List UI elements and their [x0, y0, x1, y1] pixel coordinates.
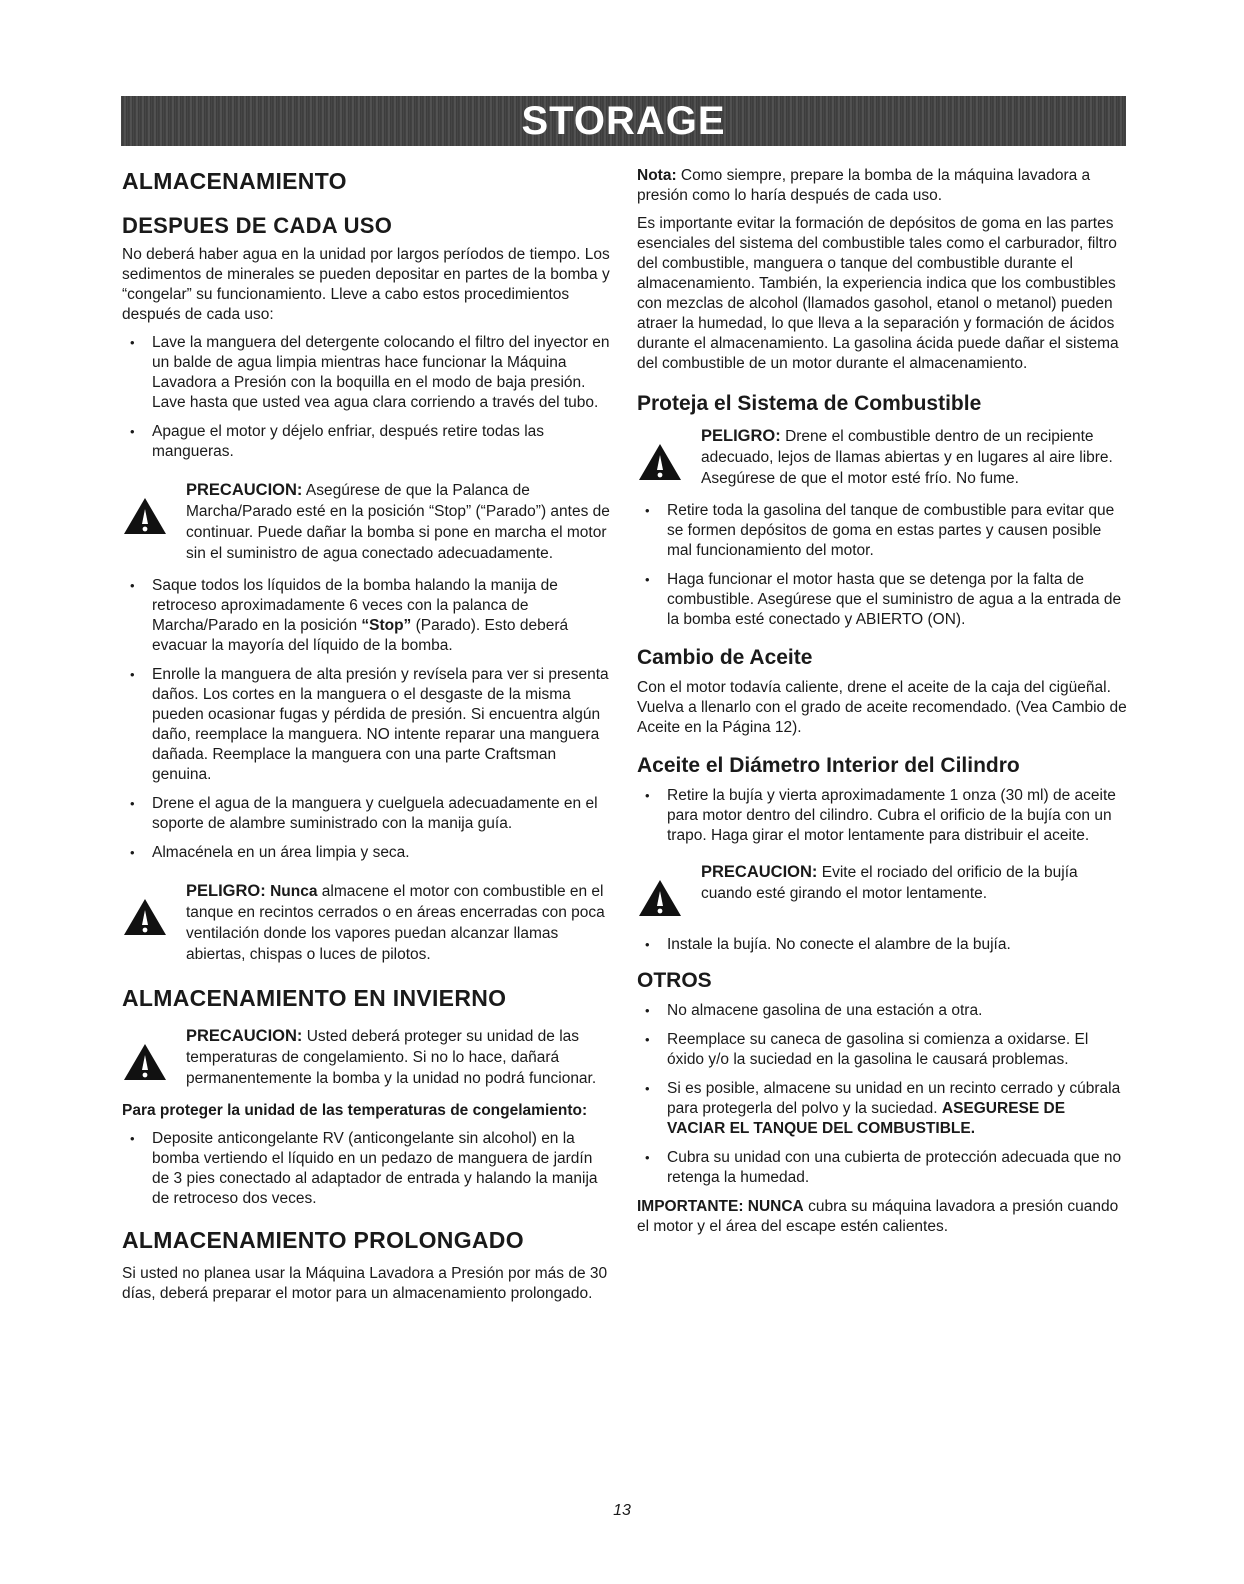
danger-text: almacene el motor con combustible en el tanque en recintos cerrados o en áreas encerradas con poca ventilación donde los vapores puedan alcanzar llamas abiertas, chispas o luces de pilotos.: [186, 883, 605, 963]
bullet-list-7: [637, 1001, 1127, 1188]
list-item: • Instale la bujía. No conecte el alambre de la bujía.: [637, 935, 1127, 955]
bullet-list-1: [122, 333, 612, 462]
danger-block-storage: PELIGRO: Nunca almacene el motor con combustible en el tanque en recintos cerrados o en áreas encerradas con poca ventilación donde los vapores puedan alcanzar llamas abiertas, chispas o luces de pilotos.: [122, 881, 612, 965]
caution-text: Asegúrese de que la Palanca de Marcha/Parado esté en la posición “Stop” (“Parado”) antes de continuar. Puede dañar la bomba si pone en marcha el motor sin el suministro de agua conectado adecuadamente.: [186, 482, 610, 562]
list-item: • Cubra su unidad con una cubierta de protección adecuada que no retenga la humedad.: [637, 1148, 1127, 1188]
intro-paragraph: No deberá haber agua en la unidad por largos períodos de tiempo. Los sedimentos de minerales se pueden depositar en partes de la bomba y “congelar” su funcionamiento. Lleve a cabo estos procedimientos después de cada uso:: [122, 246, 610, 323]
heading-despues-de-cada-uso: DESPUES DE CADA USO: [122, 213, 393, 238]
caution-label: PRECAUCION:: [701, 863, 818, 881]
heading-aceite-cilindro: Aceite el Diámetro Interior del Cilindro: [637, 754, 1020, 777]
list-item: • Si es posible, almacene su unidad en un recinto cerrado y cúbrala para protegerla del polvo y la suciedad. ASEGURESE DE VACIAR EL TANQUE DEL COMBUSTIBLE.: [637, 1079, 1127, 1139]
danger-label: PELIGRO:: [186, 882, 266, 900]
warning-triangle-icon: [122, 897, 168, 937]
heading-proteja: Proteja el Sistema de Combustible: [637, 392, 982, 415]
protect-title: Para proteger la unidad de las temperaturas de congelamiento:: [122, 1102, 588, 1119]
warning-triangle-icon: [122, 496, 168, 536]
banner-title: STORAGE: [521, 98, 726, 143]
heading-otros: OTROS: [637, 969, 712, 992]
list-item: • Saque todos los líquidos de la bomba halando la manija de retroceso aproximadamente 6 veces con la palanca de Marcha/Parado en la posición “Stop” (Parado). Esto deberá evacuar la mayoría del líquido de la bomba.: [122, 576, 612, 656]
caution-block-stop: [122, 480, 612, 564]
danger-label: PELIGRO:: [701, 427, 781, 445]
warning-triangle-icon: [637, 878, 683, 918]
nota-paragraph: Nota: Como siempre, prepare la bomba de la máquina lavadora a presión como lo haría después de cada uso.: [637, 167, 1091, 204]
heading-almacenamiento: ALMACENAMIENTO: [122, 168, 347, 194]
heading-prolongado: ALMACENAMIENTO PROLONGADO: [122, 1227, 524, 1253]
list-item: • Retire toda la gasolina del tanque de combustible para evitar que se formen depósitos de goma en estas partes y causen posible mal funcionamiento del motor.: [637, 501, 1127, 561]
list-item: • Haga funcionar el motor hasta que se detenga por la falta de combustible. Asegúrese que el suministro de agua a la entrada de la bomba esté conectado y ABIERTO (ON).: [637, 570, 1127, 630]
bullet-list-2: [122, 576, 612, 863]
page-number: 13: [613, 1502, 631, 1519]
caution-label: PRECAUCION:: [186, 1027, 303, 1045]
caution-text: Evite el rociado del orificio de la bujía cuando esté girando el motor lentamente.: [701, 864, 1078, 902]
final-paragraph: IMPORTANTE: NUNCA cubra su máquina lavadora a presión cuando el motor y el área del escape estén calientes.: [637, 1198, 1119, 1235]
left-column: [122, 168, 612, 1312]
danger-block-fuel: [637, 426, 1127, 489]
bullet-list-6: [637, 935, 1127, 955]
bullet-list-3: [122, 1129, 612, 1209]
list-item: • Deposite anticongelante RV (anticongelante sin alcohol) en la bomba vertiendo el líquido en un pedazo de manguera de jardín de 3 pies conectado al adaptador de entrada y halando la manija de retroceso dos veces.: [122, 1129, 612, 1209]
list-item: • Retire la bujía y vierta aproximadamente 1 onza (30 ml) de aceite para motor dentro del cilindro. Cubra el orificio de la bujía con un trapo. Haga girar el motor lentamente para distribuir el aceite.: [637, 786, 1127, 846]
list-item: • Drene el agua de la manguera y cuelguela adecuadamente en el soporte de alambre suministrado con la manija guía.: [122, 794, 612, 834]
cambio-paragraph: Con el motor todavía caliente, drene el aceite de la caja del cigüeñal. Vuelva a llenarlo con el grado de aceite recomendado. (Vea Cambio de Aceite en la Página 12).: [637, 679, 1127, 736]
prolongado-paragraph: Si usted no planea usar la Máquina Lavadora a Presión por más de 30 días, deberá preparar el motor para un almacenamiento prolongado.: [122, 1265, 608, 1302]
list-item: • Reemplace su caneca de gasolina si comienza a oxidarse. El óxido y/o la suciedad en la gasolina le causará problemas.: [637, 1030, 1127, 1070]
danger-text: Drene el combustible dentro de un recipiente adecuado, lejos de llamas abiertas y en lugares al aire libre. Asegúrese de que el motor esté frío. No fume.: [701, 428, 1113, 487]
warning-triangle-icon: [637, 442, 683, 482]
warning-triangle-icon: [122, 1042, 168, 1082]
list-item: • Enrolle la manguera de alta presión y revísela para ver si presenta daños. Los cortes en la manguera o el desgaste de la misma pueden ocasionar fugas y pérdida de presión. Si encuentra algún daño, reemplace la manguera. NO intente reparar una manguera dañada. Reemplace la manguera con una parte Craftsman genuina.: [122, 665, 612, 785]
list-item: • Lave la manguera del detergente colocando el filtro del inyector en un balde de agua limpia mientras hace funcionar la Máquina Lavadora a Presión con la boquilla en el modo de baja presión. Lave hasta que usted vea agua clara corriendo a través del tubo.: [122, 333, 612, 413]
right-column: [637, 166, 1127, 1245]
heading-invierno: ALMACENAMIENTO EN INVIERNO: [122, 985, 507, 1011]
list-item: • No almacene gasolina de una estación a otra.: [637, 1001, 1127, 1021]
caution-text: Usted deberá proteger su unidad de las temperaturas de congelamiento. Si no lo hace, dañará permanentemente la bomba y la unidad no podrá funcionar.: [186, 1028, 597, 1087]
caution-label: PRECAUCION:: [186, 481, 303, 499]
caution-block-spark: [637, 862, 1127, 923]
bullet-list-4: [637, 501, 1127, 630]
list-item: • Apague el motor y déjelo enfriar, después retire todas las mangueras.: [122, 422, 612, 462]
important-paragraph: Es importante evitar la formación de depósitos de goma en las partes esenciales del sistema del combustible tales como el carburador, filtro del combustible, manguera o tanque del combustible durante el almacenamiento. También, la experiencia indica que los combustibles con mezclas de alcohol (llamados gasohol, etanol o metanol) pueden atraer la humedad, lo que lleva a la separación y formación de ácidos durante el almacenamiento. La gasolina ácida puede dañar el sistema del combustible de un motor durante el almacenamiento.: [637, 215, 1119, 372]
heading-cambio-aceite: Cambio de Aceite: [637, 646, 813, 669]
bullet-list-5: [637, 786, 1127, 846]
list-item: • Almacénela en un área limpia y seca.: [122, 843, 612, 863]
storage-banner: [121, 96, 1126, 146]
caution-block-winter: [122, 1026, 612, 1089]
